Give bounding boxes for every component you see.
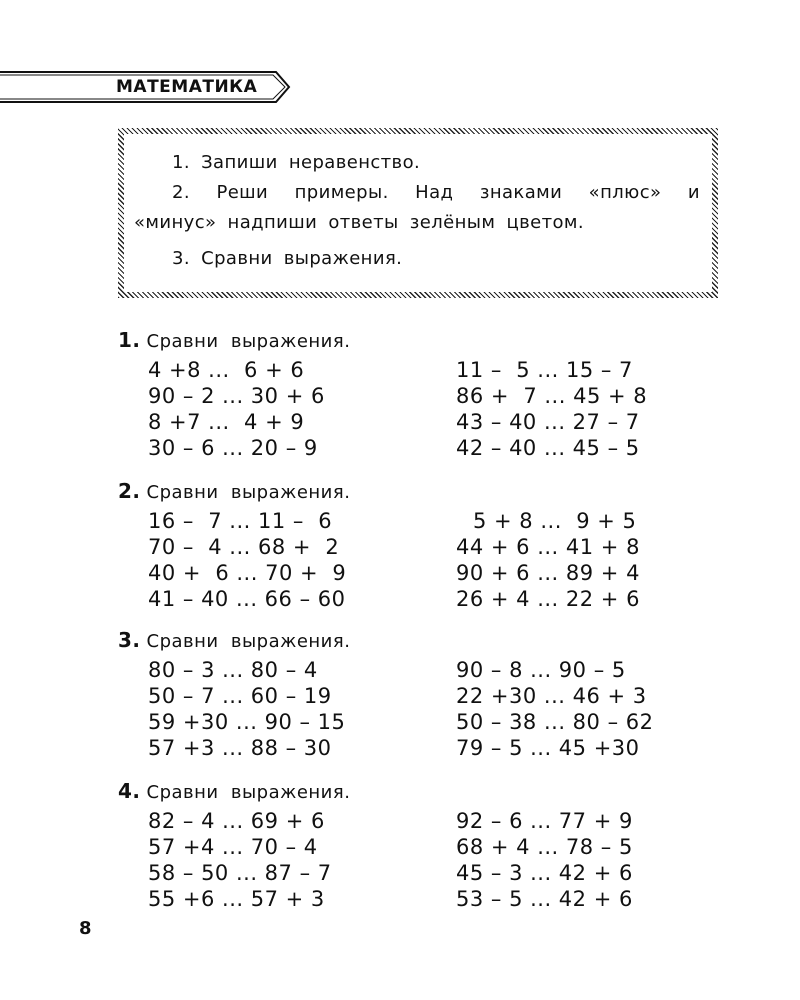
expression: 43 – 40 ... 27 – 7 bbox=[456, 410, 640, 434]
exercise-1 bbox=[118, 328, 718, 460]
expression: 41 – 40 ... 66 – 60 bbox=[148, 587, 346, 611]
expression: 53 – 5 ... 42 + 6 bbox=[456, 887, 633, 911]
exercise-title bbox=[118, 628, 718, 654]
exercise-4 bbox=[118, 779, 718, 911]
exercise-3 bbox=[118, 628, 718, 760]
expression: 44 + 6 ... 41 + 8 bbox=[456, 535, 640, 559]
exercise-number: 3. bbox=[118, 628, 141, 652]
exercise-title-text: Сравни выражения. bbox=[146, 331, 351, 352]
exercise-title-text: Сравни выражения. bbox=[146, 782, 351, 803]
instruction-item-3: 3. Сравни выражения. bbox=[172, 248, 403, 269]
expression: 50 – 38 ... 80 – 62 bbox=[456, 710, 654, 734]
exercise-number: 1. bbox=[118, 328, 141, 352]
expression: 92 – 6 ... 77 + 9 bbox=[456, 809, 633, 833]
expression: 42 – 40 ... 45 – 5 bbox=[456, 436, 640, 460]
expression: 50 – 7 ... 60 – 19 bbox=[148, 684, 332, 708]
instruction-item-1: 1. Запиши неравенство. bbox=[172, 152, 421, 173]
expression: 11 – 5 ... 15 – 7 bbox=[456, 358, 633, 382]
expression: 16 – 7 ... 11 – 6 bbox=[148, 509, 333, 533]
exercise-number: 2. bbox=[118, 479, 141, 503]
instruction-box bbox=[118, 128, 718, 298]
instruction-item-2: 2. Реши примеры. Над знаками «плюс» и «минус» надпиши ответы зелёным цветом. bbox=[134, 182, 700, 233]
expression: 86 + 7 ... 45 + 8 bbox=[456, 384, 648, 408]
expression: 82 – 4 ... 69 + 6 bbox=[148, 809, 325, 833]
expression: 70 – 4 ... 68 + 2 bbox=[148, 535, 340, 559]
expression: 4 +8 ... 6 + 6 bbox=[148, 358, 305, 382]
instruction-box-inner bbox=[124, 134, 712, 292]
exercise-title bbox=[118, 479, 718, 505]
expression: 57 +3 ... 88 – 30 bbox=[148, 736, 332, 760]
exercise-2 bbox=[118, 479, 718, 611]
expression: 90 + 6 ... 89 + 4 bbox=[456, 561, 640, 585]
expression: 55 +6 ... 57 + 3 bbox=[148, 887, 325, 911]
expression: 22 +30 ... 46 + 3 bbox=[456, 684, 647, 708]
expression: 80 – 3 ... 80 – 4 bbox=[148, 658, 318, 682]
expression: 90 – 8 ... 90 – 5 bbox=[456, 658, 626, 682]
exercise-title-text: Сравни выражения. bbox=[146, 631, 351, 652]
section-title: МАТЕМАТИКА bbox=[116, 77, 258, 97]
exercise-number: 4. bbox=[118, 779, 141, 803]
exercise-title-text: Сравни выражения. bbox=[146, 482, 351, 503]
expression: 26 + 4 ... 22 + 6 bbox=[456, 587, 640, 611]
expression: 45 – 3 ... 42 + 6 bbox=[456, 861, 633, 885]
expression: 57 +4 ... 70 – 4 bbox=[148, 835, 318, 859]
expression: 5 + 8 ... 9 + 5 bbox=[473, 509, 637, 533]
expression: 59 +30 ... 90 – 15 bbox=[148, 710, 346, 734]
section-header-tag bbox=[0, 70, 290, 104]
expression: 40 + 6 ... 70 + 9 bbox=[148, 561, 347, 585]
expression: 90 – 2 ... 30 + 6 bbox=[148, 384, 325, 408]
expression: 58 – 50 ... 87 – 7 bbox=[148, 861, 332, 885]
page-number: 8 bbox=[79, 918, 92, 939]
expression: 79 – 5 ... 45 +30 bbox=[456, 736, 640, 760]
expression: 8 +7 ... 4 + 9 bbox=[148, 410, 305, 434]
exercise-title bbox=[118, 328, 718, 354]
expression: 68 + 4 ... 78 – 5 bbox=[456, 835, 633, 859]
expression: 30 – 6 ... 20 – 9 bbox=[148, 436, 318, 460]
exercise-title bbox=[118, 779, 718, 805]
